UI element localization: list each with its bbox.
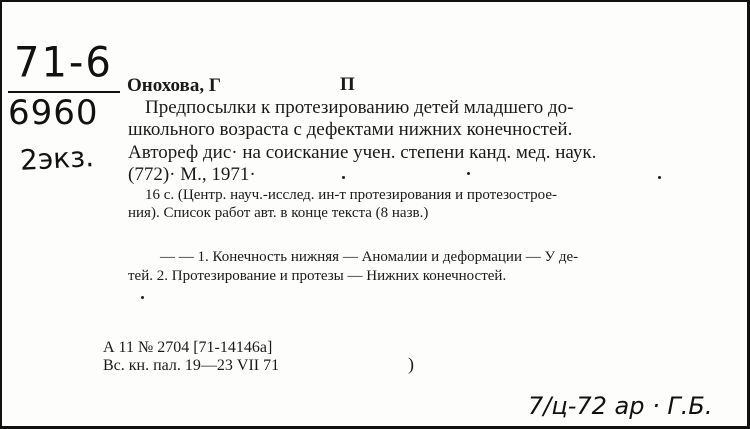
subject-heading-line: тей. 2. Протезирование и протезы — Нижних конечностей. bbox=[128, 268, 507, 284]
title-line: Предпосылки к протезированию детей младшего до- bbox=[145, 97, 574, 118]
subject-heading-line: — — 1. Конечность нижняя — Аномалии и деформации — У де- bbox=[160, 249, 579, 265]
card-left-border bbox=[0, 0, 2, 429]
handwritten-shelf-mark-bottom: 6960 bbox=[8, 93, 99, 133]
speck bbox=[467, 172, 470, 175]
handwritten-shelf-mark-top: 71-6 bbox=[14, 38, 113, 88]
description-line: ния). Список работ авт. в конце текста (8 назв.) bbox=[128, 205, 429, 221]
handwritten-copies-note: 2экз. bbox=[19, 140, 95, 177]
speck bbox=[658, 176, 661, 179]
title-line: Автореф дис· на соискание учен. степени канд. мед. наук. bbox=[128, 142, 597, 163]
title-line: (772)· М., 1971· bbox=[128, 164, 256, 185]
speck bbox=[141, 296, 144, 299]
author-second-initial: П bbox=[340, 74, 355, 95]
registration-mark: ) bbox=[408, 354, 414, 374]
author-heading: Онохова, Г bbox=[127, 75, 221, 96]
handwritten-footer-note: 7/ц-72 ар · Г.Б. bbox=[528, 392, 713, 420]
title-line: школьного возраста с дефектами нижних конечностей. bbox=[128, 119, 573, 140]
card-top-border bbox=[0, 0, 750, 2]
speck bbox=[342, 176, 345, 179]
description-line: 16 с. (Центр. науч.-исслед. ин-т протезирования и протезострое- bbox=[145, 187, 558, 203]
registration-line: Вс. кн. пал. 19—23 VII 71 bbox=[103, 357, 280, 374]
registration-line: А 11 № 2704 [71-14146а] bbox=[103, 339, 273, 356]
